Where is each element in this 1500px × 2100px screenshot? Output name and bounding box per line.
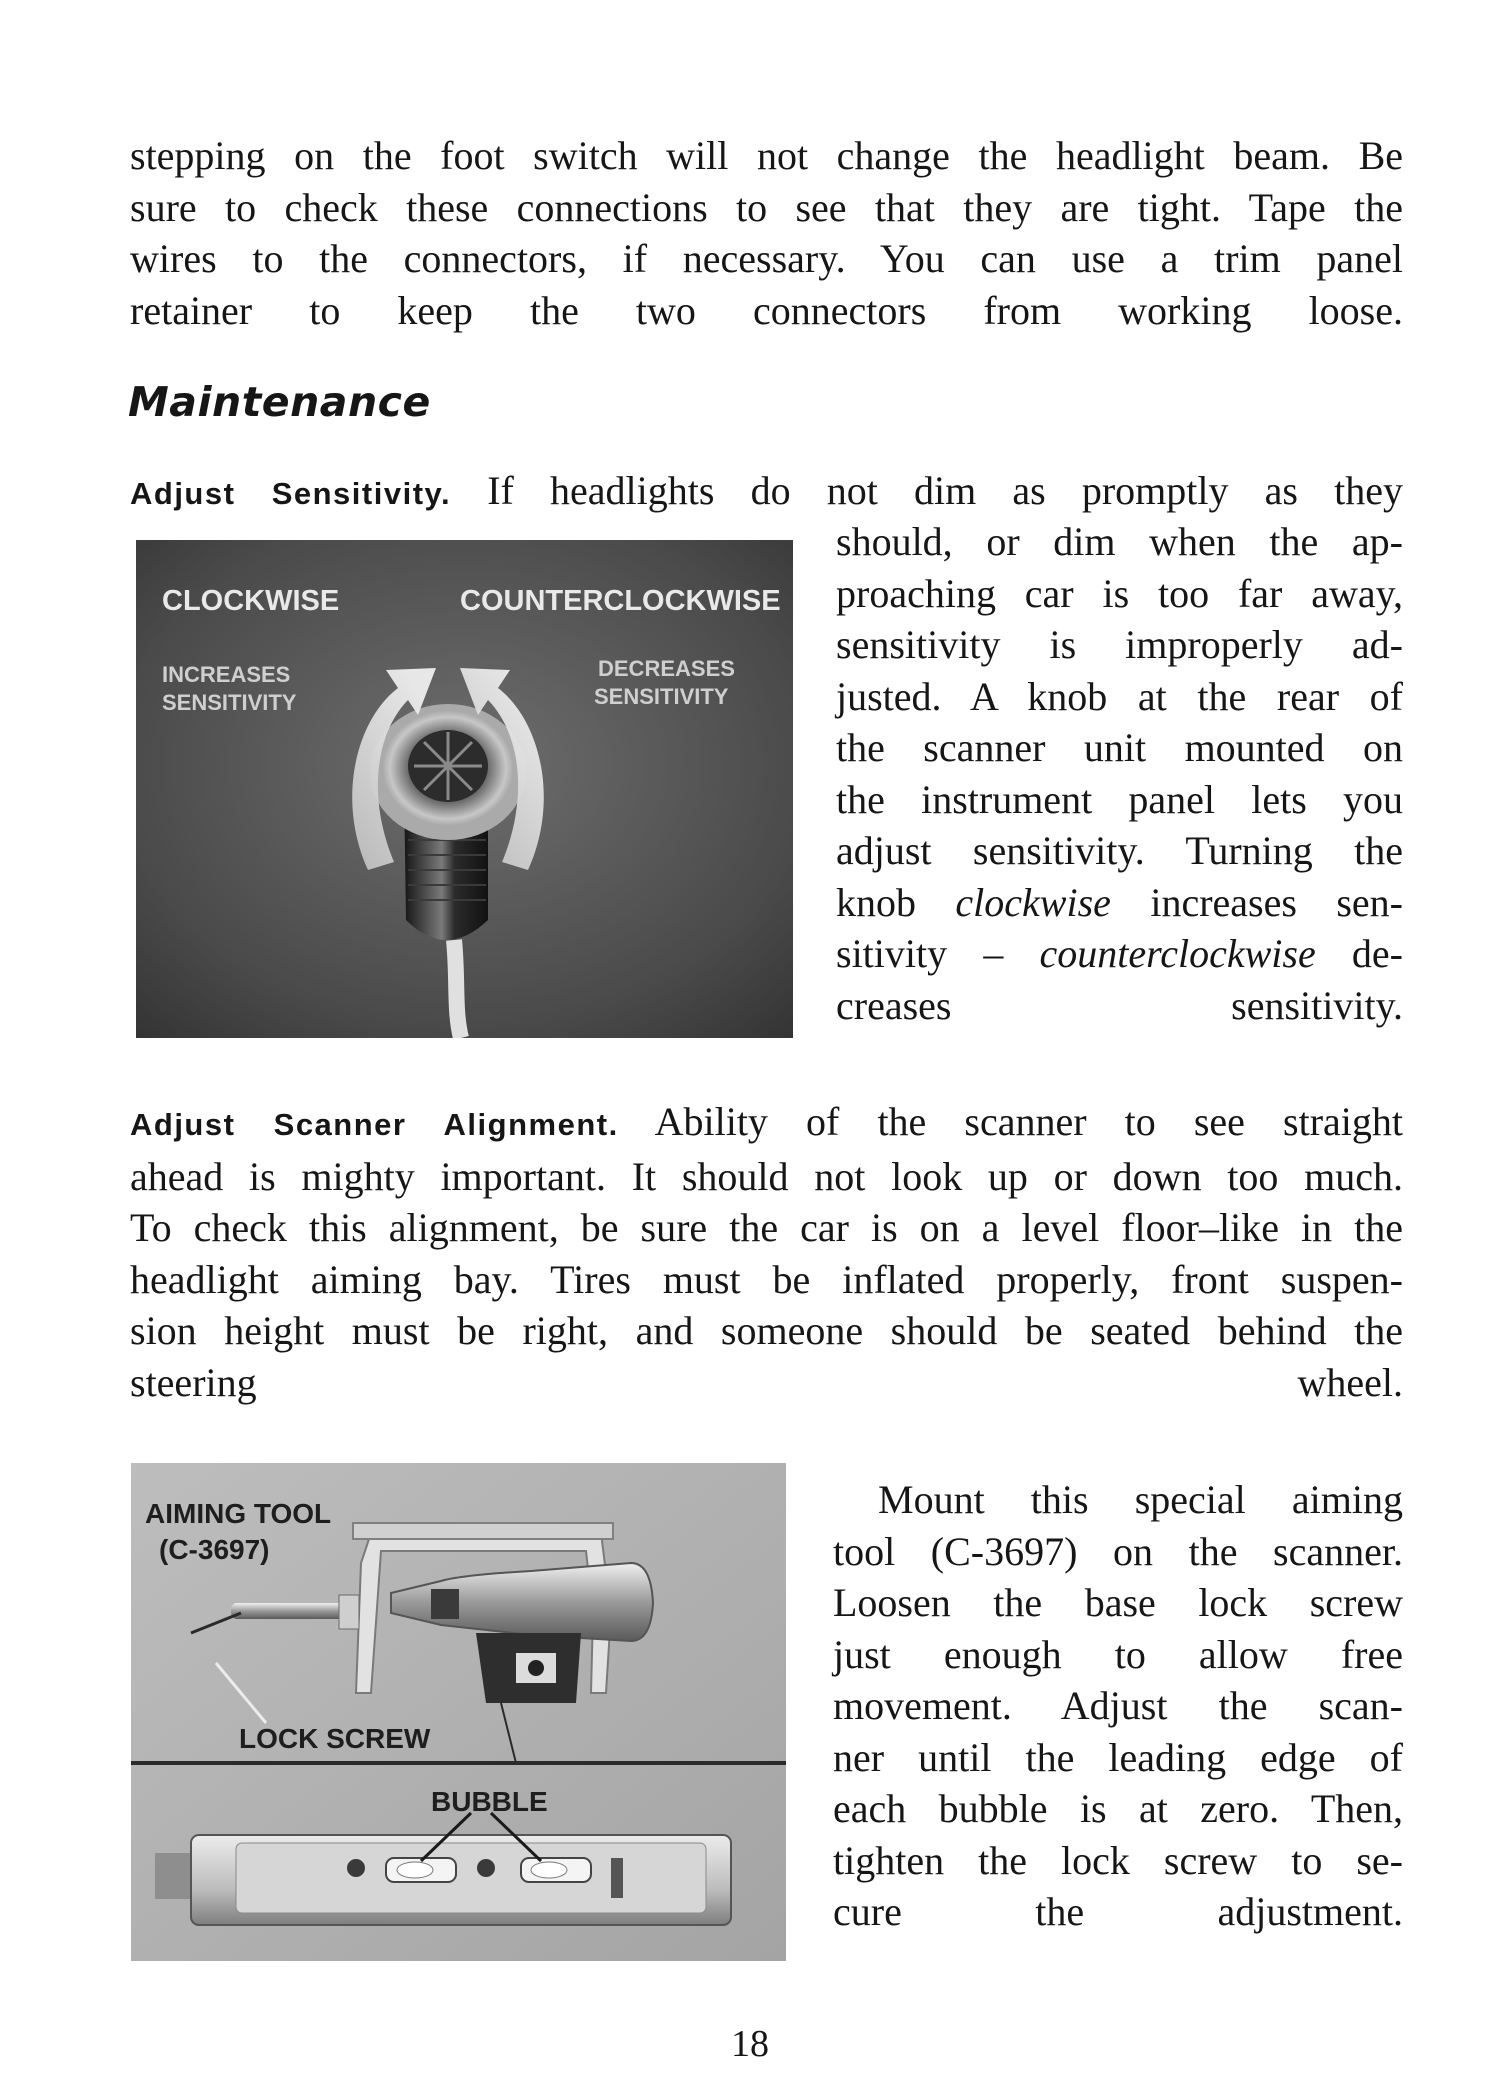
aiming-tool-photo (131, 1463, 786, 1961)
alignment-first-line-text: Ability of the scanner to see straight (654, 1099, 1403, 1144)
sensitivity-runin-label: Adjust Sensitivity. (130, 476, 452, 511)
intro-line: sure to check these connections to see that they are tight. Tape the (130, 184, 1403, 230)
mount-line: just enough to allow free (833, 1631, 1403, 1677)
intro-line: stepping on the foot switch will not change the headlight beam. Be (130, 133, 1403, 178)
mount-line: each bubble is at zero. Then, (833, 1786, 1403, 1831)
label-increases-sensitivity: SENSITIVITY (162, 690, 297, 715)
label-clockwise: CLOCKWISE (162, 585, 340, 617)
mount-line: Loosen the base lock screw (833, 1580, 1403, 1625)
intro-line: retainer to keep the two connectors from working loose. (130, 287, 1403, 333)
sensitivity-paragraph (836, 516, 1403, 1031)
label-aiming-tool: AIMING TOOL (145, 1498, 332, 1529)
sensitivity-line: sensitivity is improperly ad- (836, 622, 1403, 667)
mount-line: tool (C-3697) on the scanner. (833, 1528, 1403, 1574)
sensitivity-line: justed. A knob at the rear of (836, 673, 1403, 719)
alignment-line: ahead is mighty important. It should not look up or down too much. (130, 1153, 1403, 1199)
sensitivity-line-counterclockwise: sitivity – counterclockwise de- (836, 931, 1404, 976)
label-lock-screw: LOCK SCREW (239, 1723, 431, 1754)
intro-paragraph (130, 130, 1403, 336)
label-bubble: BUBBLE (431, 1786, 548, 1817)
mount-line: ner until the leading edge of (833, 1734, 1403, 1780)
mount-line: Mount this special aiming (878, 1477, 1403, 1522)
sensitivity-first-line-text: If headlights do not dim as promptly as they (487, 468, 1404, 513)
mount-line: tighten the lock screw to se- (833, 1837, 1403, 1883)
section-heading: Maintenance (128, 378, 431, 426)
label-counterclockwise: COUNTERCLOCKWISE (460, 585, 781, 617)
clockwise-emphasis: clockwise (955, 879, 1111, 925)
mount-line: cure the adjustment. (833, 1889, 1403, 1934)
sensitivity-line: creases sensitivity. (836, 982, 1403, 1028)
mount-paragraph (833, 1474, 1403, 1938)
label-tool-number: (C-3697) (159, 1534, 270, 1565)
alignment-line: headlight aiming bay. Tires must be inflated properly, front suspen- (130, 1256, 1403, 1302)
alignment-line: steering wheel. (130, 1359, 1403, 1405)
mount-line: movement. Adjust the scan- (833, 1683, 1403, 1728)
alignment-paragraph (130, 1096, 1403, 1408)
sensitivity-line: should, or dim when the ap- (836, 519, 1403, 564)
counterclockwise-emphasis: counterclockwise (1039, 931, 1316, 976)
sensitivity-line: adjust sensitivity. Turning the (836, 828, 1403, 873)
sensitivity-line: the instrument panel lets you (836, 776, 1403, 822)
label-decreases: DECREASES (598, 656, 735, 681)
intro-line: wires to the connectors, if necessary. You can use a trim panel (130, 236, 1403, 281)
alignment-runin-label: Adjust Scanner Alignment. (130, 1107, 619, 1142)
label-increases: INCREASES (162, 662, 291, 687)
label-decreases-sensitivity: SENSITIVITY (594, 684, 729, 709)
sensitivity-knob-photo (136, 540, 793, 1038)
sensitivity-first-line (130, 465, 1403, 520)
alignment-line: To check this alignment, be sure the car is on a level floor–like in the (130, 1205, 1403, 1250)
sensitivity-line-clockwise: knob clockwise increases sen- (836, 879, 1403, 925)
page-number: 18 (731, 2023, 769, 2065)
sensitivity-line: proaching car is too far away, (836, 570, 1403, 616)
sensitivity-line: the scanner unit mounted on (836, 725, 1403, 770)
alignment-line: sion height must be right, and someone should be seated behind the (130, 1308, 1403, 1353)
